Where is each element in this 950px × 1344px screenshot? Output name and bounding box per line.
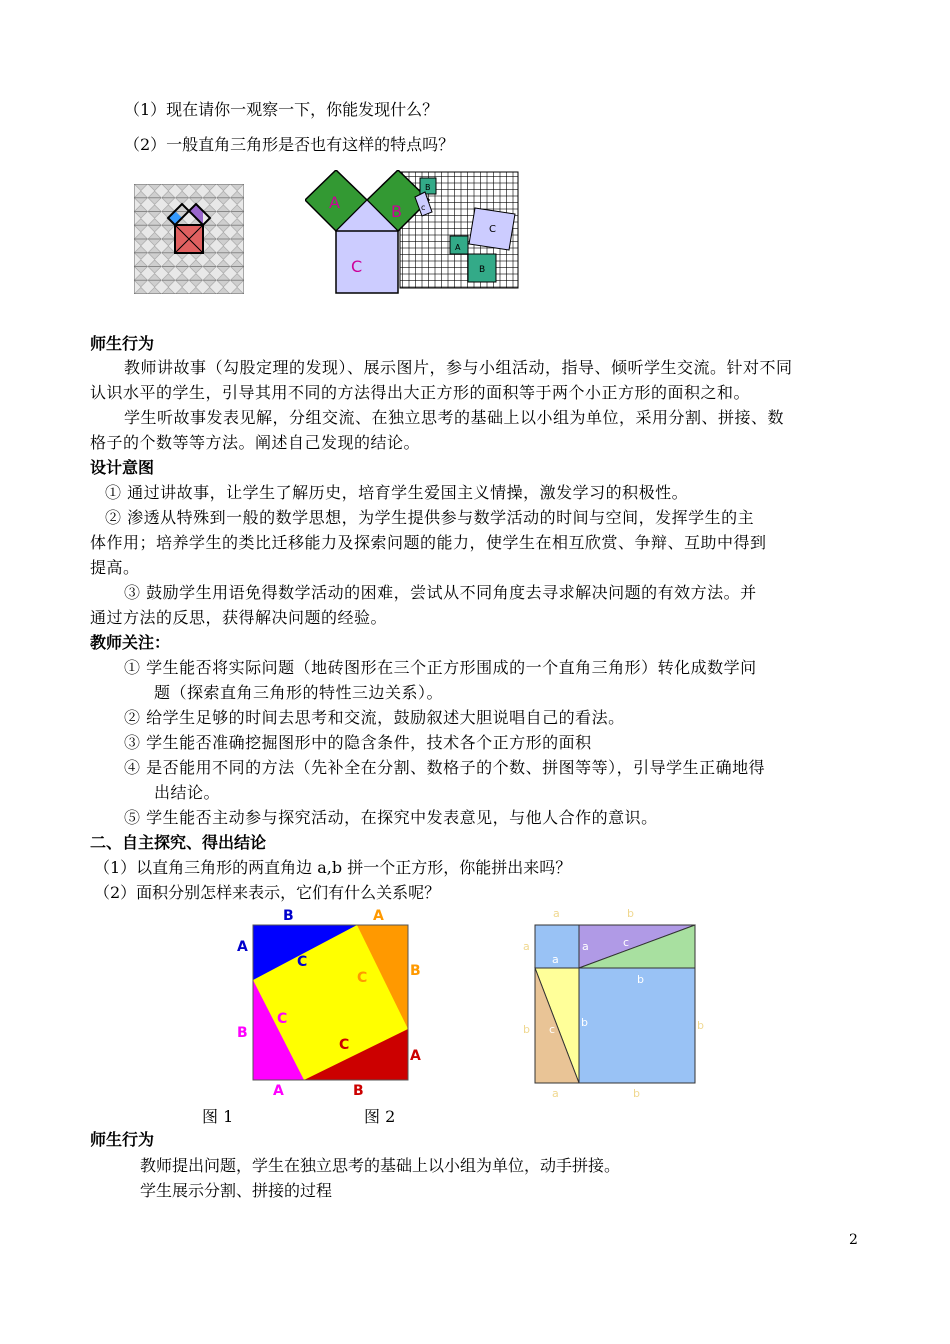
focus-item-5: ⑤ 学生能否主动参与探究活动，在探究中发表意见，与他人合作的意识。 <box>124 808 658 827</box>
fig1-label-A-left: A <box>237 939 248 955</box>
fig1-label-C-4: C <box>339 1037 350 1053</box>
section2-question-1: （1）以直角三角形的两直角边 a,b 拼一个正方形，你能拼出来吗？ <box>94 858 572 877</box>
focus-item-4-line2: 出结论。 <box>154 783 221 802</box>
tile-pattern-figure <box>134 184 244 294</box>
figure-1-square-proof <box>235 905 430 1100</box>
fig2-label-c-inner-2: c <box>549 1023 556 1036</box>
section1-p1-line2: 认识水平的学生，引导其用不同的方法得出大正方形的面积等于两个小正方形的面积之和。 <box>90 383 751 402</box>
design-item-2-line1: ② 渗透从特殊到一般的数学思想，为学生提供参与数学活动的时间与空间，发挥学生的主 <box>105 508 755 527</box>
fig1-label-C-2: C <box>357 970 368 986</box>
design-item-3-line1: ③ 鼓励学生用语免得数学活动的困难，尝试从不同角度去寻求解决问题的有效方法。并 <box>124 583 757 602</box>
section1-heading: 师生行为 <box>90 334 155 353</box>
label-C-small: C <box>489 224 496 235</box>
label-c-small: c <box>421 203 426 212</box>
label-B-small: B <box>425 183 431 192</box>
fig1-label-A-bottom: A <box>273 1083 284 1099</box>
section1-p2-line2: 格子的个数等等方法。阐述自己发现的结论。 <box>90 433 421 452</box>
fig1-label-A-top: A <box>373 908 384 924</box>
fig2-label-a-inner-2: a <box>582 940 589 953</box>
figure-2-caption: 图 2 <box>364 1107 396 1126</box>
design-heading: 设计意图 <box>90 458 155 477</box>
fig1-label-B-top: B <box>283 908 294 924</box>
focus-item-1-line1: ① 学生能否将实际问题（地砖图形在三个正方形围成的一个直角三角形）转化成数学问 <box>124 658 757 677</box>
fig2-label-c-inner-1: c <box>623 936 630 949</box>
fig1-label-B-right: B <box>410 963 421 979</box>
fig2-label-b-bottom: b <box>633 1087 640 1100</box>
section3-line-1: 教师提出问题，学生在独立思考的基础上以小组为单位，动手拼接。 <box>140 1156 621 1175</box>
fig2-label-b-left: b <box>523 1023 530 1036</box>
section3-heading: 师生行为 <box>90 1130 155 1149</box>
fig2-label-b-top: b <box>627 907 634 920</box>
page-number: 2 <box>849 1232 858 1248</box>
fig2-label-a-bottom: a <box>552 1087 559 1100</box>
figure-2-square-proof <box>515 905 710 1100</box>
fig2-label-b-inner-2: b <box>581 1016 588 1029</box>
fig1-label-B-left: B <box>237 1025 248 1041</box>
question-2: （2）一般直角三角形是否也有这样的特点吗？ <box>124 135 455 154</box>
question-1: （1）现在请你一观察一下，你能发现什么？ <box>124 100 439 119</box>
fig2-label-a-top: a <box>553 907 560 920</box>
fig1-label-B-bottom: B <box>353 1083 364 1099</box>
focus-item-3: ③ 学生能否准确挖掘图形中的隐含条件，技术各个正方形的面积 <box>124 733 592 752</box>
fig2-label-b-inner-1: b <box>637 973 644 986</box>
label-B-small-2: B <box>479 265 486 275</box>
focus-item-2: ② 给学生足够的时间去思考和交流，鼓励叙述大胆说唱自己的看法。 <box>124 708 625 727</box>
design-item-2-line2: 体作用；培养学生的类比迁移能力及探索问题的能力，使学生在相互欣赏、争辩、互助中得到 <box>90 533 767 552</box>
fig1-label-C-1: C <box>297 954 308 970</box>
section2-question-2: （2）面积分别怎样来表示，它们有什么关系呢？ <box>94 883 441 902</box>
focus-item-1-line2: 题（探索直角三角形的特性三边关系）。 <box>154 683 444 702</box>
fig2-label-a-left: a <box>523 940 530 953</box>
fig1-label-C-3: C <box>277 1011 288 1027</box>
fig1-label-A-right: A <box>410 1048 421 1064</box>
figure-1-caption: 图 1 <box>202 1107 234 1126</box>
fig2-label-a-inner-1: a <box>552 953 559 966</box>
design-item-1: ① 通过讲故事，让学生了解历史，培育学生爱国主义情操，激发学习的积极性。 <box>105 483 689 502</box>
focus-heading: 教师关注： <box>90 633 171 652</box>
label-B-big: B <box>391 202 402 221</box>
label-C-big: C <box>351 257 363 276</box>
section2-heading: 二、自主探究、得出结论 <box>90 833 267 852</box>
design-item-2-line3: 提高。 <box>90 558 140 577</box>
section3-line-2: 学生展示分割、拼接的过程 <box>140 1181 333 1200</box>
design-item-3-line2: 通过方法的反思，获得解决问题的经验。 <box>90 608 388 627</box>
label-A-small: A <box>455 243 461 252</box>
fig2-label-b-right: b <box>697 1019 704 1032</box>
focus-item-4-line1: ④ 是否能用不同的方法（先补全在分割、数格子的个数、拼图等等），引导学生正确地得 <box>124 758 766 777</box>
section1-p2-line1: 学生听故事发表见解，分组交流、在独立思考的基础上以小组为单位，采用分割、拼接、数 <box>124 408 785 427</box>
label-A-big: A <box>329 193 340 212</box>
grid-squares-figure <box>305 170 520 298</box>
section1-p1-line1: 教师讲故事（勾股定理的发现）、展示图片，参与小组活动，指导、倾听学生交流。针对不同 <box>124 358 793 377</box>
